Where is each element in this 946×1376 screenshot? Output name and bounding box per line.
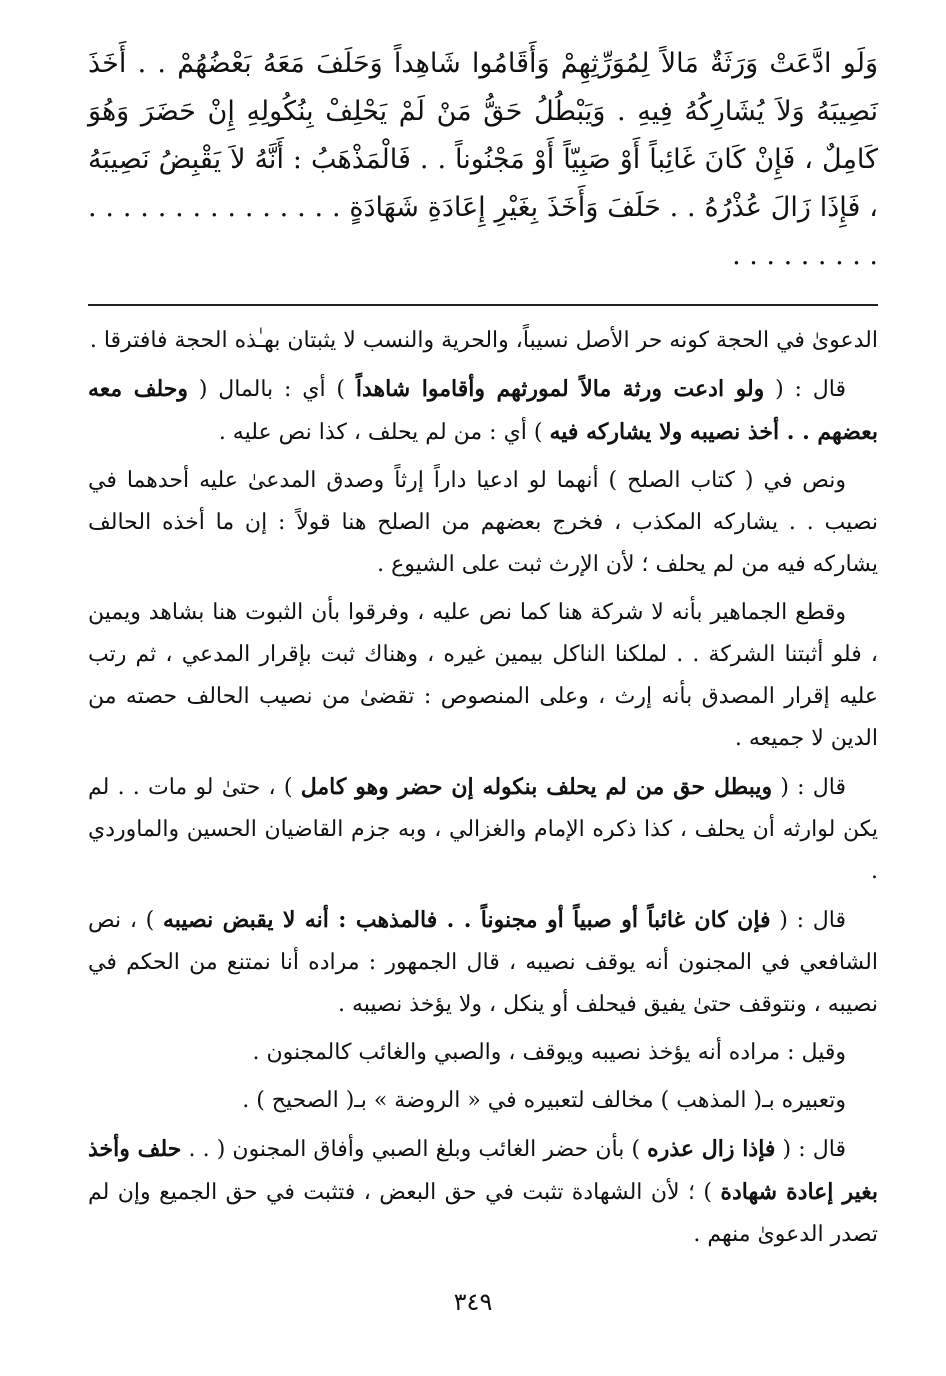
matn-text-block (88, 40, 878, 280)
quoted-matn: وحلف معه بعضهم . . أخذ نصيبه ولا يشاركه فيه (88, 376, 878, 445)
sharh-paragraph-2: قال : ( ولو ادعت ورثة مالاً لمورثهم وأقاموا شاهداً ) أي : بالمال ( وحلف معه بعضهم . . أخذ نصيبه ولا يشاركه فيه ) أي : من لم يحلف ، كذا نص عليه . (88, 376, 878, 445)
quoted-matn: ولو ادعت ورثة مالاً لمورثهم وأقاموا شاهداً (355, 376, 765, 402)
quoted-matn: ويبطل حق من لم يحلف بنكوله إن حضر وهو كامل (300, 774, 773, 800)
quoted-matn: فإذا زال عذره (647, 1136, 776, 1162)
sharh-paragraph-5: قال : ( ويبطل حق من لم يحلف بنكوله إن حضر وهو كامل ) ، حتىٰ لو مات . . لم يكن لوارثه أن يحلف ، كذا ذكره الإمام والغزالي ، وبه جزم القاضيان الحسين والماوردي . (88, 774, 878, 884)
sharh-paragraph-3: ونص في ( كتاب الصلح ) أنهما لو ادعيا داراً إرثاً وصدق المدعىٰ عليه أحدهما في نصيب . . يشاركه المكذب ، فخرج بعضهم من الصلح هنا قولاً : إن ما أخذه الحالف يشاركه فيه من لم يحلف ؛ لأن الإرث ثبت على الشيوع . (88, 468, 878, 577)
sharh-paragraph-6: قال : ( فإن كان غائباً أو صبياً أو مجنوناً . . فالمذهب : أنه لا يقبض نصيبه ) ، نص الشافعي في المجنون أنه يوقف نصيبه ، قال الجمهور : مراده أنا نمتنع من الحكم في نصيبه ، ونتوقف حتىٰ يفيق فيحلف أو ينكل ، ولا يؤخذ نصيبه . (88, 907, 878, 1017)
sharh-paragraph-4: وقطع الجماهير بأنه لا شركة هنا كما نص عليه ، وفرقوا بأن الثبوت هنا بشاهد ويمين ، فلو أثبتنا الشركة . . لملكنا الناكل بيمين غيره ، وهناك ثبت بإقرار المدعي ، ثم رتب عليه إقرار المصدق بأنه إرث ، وعلى المنصوص : تقضىٰ من نصيب الحالف حصته من الدين لا جميعه . (88, 600, 878, 751)
sharh-commentary (88, 320, 878, 1256)
page-body (88, 40, 878, 1262)
page-number: ٣٤٩ (453, 1288, 493, 1316)
sharh-paragraph-7: وقيل : مراده أنه يؤخذ نصيبه ويوقف ، والصبي والغائب كالمجنون . (252, 1040, 846, 1065)
matn-paragraph: وَلَو ادَّعَتْ وَرَثَةٌ مَالاً لِمُوَرِّثِهِمْ وَأَقَامُوا شَاهِداً وَحَلَفَ مَعَهُ بَعْضُهُمْ . . أَخَذَ نَصِيبَهُ وَلاَ يُشَارِكُهُ فِيهِ . وَيَبْطُلُ حَقُّ مَنْ لَمْ يَحْلِفْ بِنُكُولِهِ إِنْ حَضَرَ وَهُوَ كَامِلٌ ، فَإِنْ كَانَ غَائِباً أَوْ صَبِيّاً أَوْ مَجْنُوناً . . فَالْمَذْهَبُ : أَنَّهُ لاَ يَقْبِضُ نَصِيبَهُ ، فَإِذَا زَالَ عُذْرُهُ . . حَلَفَ وَأَخَذَ بِغَيْرِ إِعَادَةِ شَهَادَةٍ . . . . . . . . . . . . . . . . . . . . . . . . (88, 48, 878, 271)
quoted-matn: فإن كان غائباً أو صبياً أو مجنوناً . . فالمذهب : أنه لا يقبض نصيبه (162, 907, 771, 933)
sharh-paragraph-9: قال : ( فإذا زال عذره ) بأن حضر الغائب وبلغ الصبي وأفاق المجنون ( . . حلف وأخذ بغير إعادة شهادة ) ؛ لأن الشهادة تثبت في حق البعض ، فتثبت في حق الجميع وإن لم تصدر الدعوىٰ منهم . (88, 1136, 878, 1247)
quoted-matn: حلف وأخذ بغير إعادة شهادة (88, 1136, 878, 1205)
matn-sharh-separator (88, 304, 878, 306)
sharh-paragraph-8: وتعبيره بـ( المذهب ) مخالف لتعبيره في « الروضة » بـ( الصحيح ) . (242, 1088, 846, 1113)
sharh-paragraph-1: الدعوىٰ في الحجة كونه حر الأصل نسيباً، والحرية والنسب لا يثبتان بهـٰذه الحجة فافترقا . (89, 328, 878, 353)
